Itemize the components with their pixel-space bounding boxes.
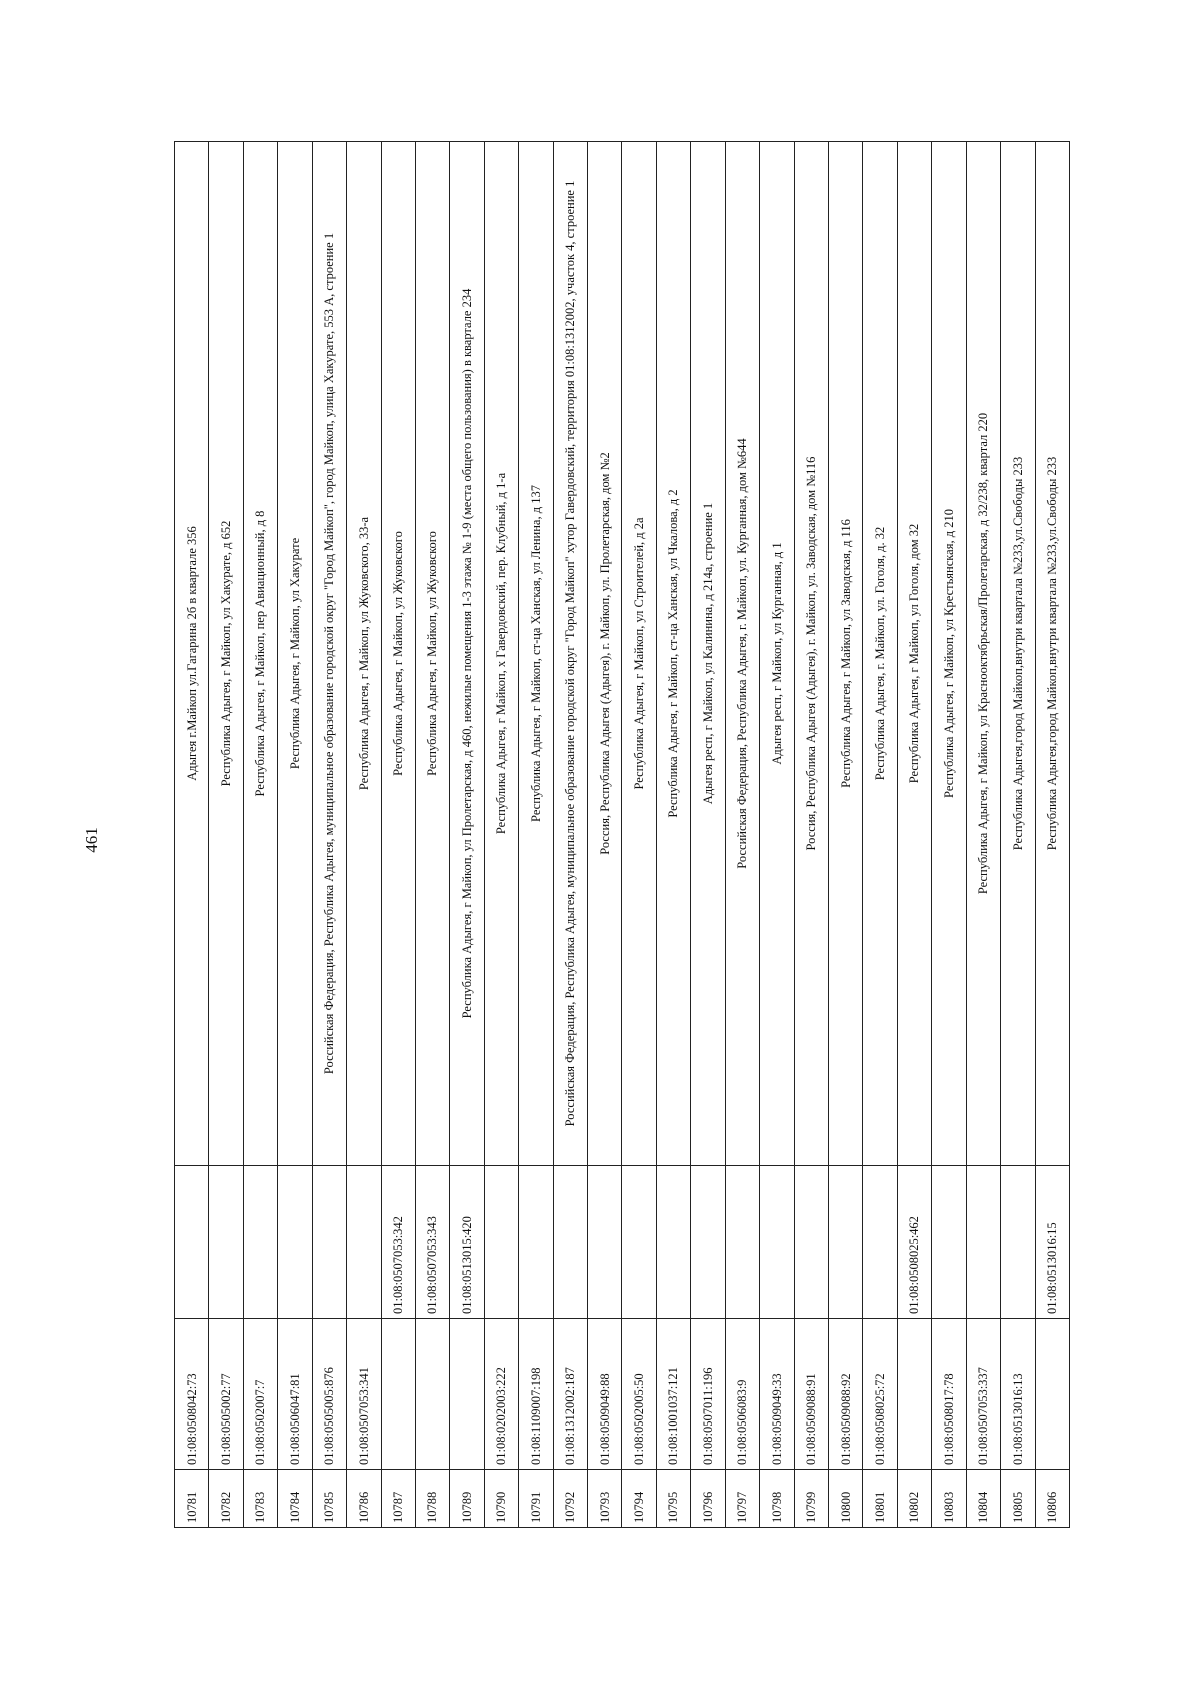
cadastral-number-cell: 01:08:0513016:13: [1001, 1319, 1035, 1470]
address-cell: Республика Адыгея, г Майкоп, ул Заводская, д 116: [829, 142, 863, 1166]
parent-cadastral-number-cell: [966, 1166, 1000, 1319]
row-number-cell: 10801: [863, 1470, 897, 1528]
row-number-cell: 10787: [381, 1470, 415, 1528]
address-cell: Республика Адыгея, г Майкоп, ст-ца Ханская, ул Чкалова, д 2: [656, 142, 690, 1166]
parent-cadastral-number-cell: [588, 1166, 622, 1319]
parent-cadastral-number-cell: [829, 1166, 863, 1319]
cadastral-number-cell: 01:08:1312002:187: [553, 1319, 587, 1470]
parent-cadastral-number-cell: [312, 1166, 346, 1319]
row-number-cell: 10781: [175, 1470, 209, 1528]
parent-cadastral-number-cell: [1001, 1166, 1035, 1319]
table-row: [966, 142, 1000, 1528]
cadastral-number-cell: 01:08:0505005:876: [312, 1319, 346, 1470]
table-row: [1001, 142, 1035, 1528]
table-row: [897, 142, 931, 1528]
cadastral-number-cell: 01:08:0509049:33: [760, 1319, 794, 1470]
cadastral-number-cell: 01:08:0507053:341: [347, 1319, 381, 1470]
address-cell: Республика Адыгея, г Майкоп, ст-ца Ханская, ул Ленина, д 137: [519, 142, 553, 1166]
row-number-cell: 10802: [897, 1470, 931, 1528]
address-cell: Россия, Республика Адыгея (Адыгея), г. Майкоп, ул. Пролетарская, дом №2: [588, 142, 622, 1166]
table-row: [691, 142, 725, 1528]
address-cell: Республика Адыгея, г Майкоп, ул Хакурате: [278, 142, 312, 1166]
row-number-cell: 10805: [1001, 1470, 1035, 1528]
parent-cadastral-number-cell: [656, 1166, 690, 1319]
row-number-cell: 10794: [622, 1470, 656, 1528]
cadastral-number-cell: 01:08:0202003:222: [484, 1319, 518, 1470]
row-number-cell: 10786: [347, 1470, 381, 1528]
cadastral-number-cell: [1035, 1319, 1069, 1470]
parent-cadastral-number-cell: [863, 1166, 897, 1319]
cadastral-number-cell: 01:08:0502007:7: [243, 1319, 277, 1470]
registry-table: [174, 141, 1070, 1528]
cadastral-number-cell: 01:08:0509049:88: [588, 1319, 622, 1470]
table-row: [415, 142, 449, 1528]
parent-cadastral-number-cell: [553, 1166, 587, 1319]
address-cell: Республика Адыгея, г Майкоп, ул Крестьянская, д 210: [932, 142, 966, 1166]
row-number-cell: 10790: [484, 1470, 518, 1528]
table-row: [175, 142, 209, 1528]
row-number-cell: 10795: [656, 1470, 690, 1528]
address-cell: Республика Адыгея, г Майкоп, ул Жуковского: [381, 142, 415, 1166]
cadastral-number-cell: 01:08:0506047:81: [278, 1319, 312, 1470]
address-cell: Республика Адыгея, г Майкоп, ул Жуковского: [415, 142, 449, 1166]
row-number-cell: 10792: [553, 1470, 587, 1528]
address-cell: Республика Адыгея,город Майкоп,внутри квартала №233,ул.Свободы 233: [1001, 142, 1035, 1166]
parent-cadastral-number-cell: [691, 1166, 725, 1319]
cadastral-number-cell: 01:08:0502005:50: [622, 1319, 656, 1470]
parent-cadastral-number-cell: 01:08:0513016:15: [1035, 1166, 1069, 1319]
table-row: [347, 142, 381, 1528]
row-number-cell: 10791: [519, 1470, 553, 1528]
cadastral-number-cell: 01:08:0507053:337: [966, 1319, 1000, 1470]
cadastral-number-cell: 01:08:0508042:73: [175, 1319, 209, 1470]
row-number-cell: 10804: [966, 1470, 1000, 1528]
table-row: [278, 142, 312, 1528]
parent-cadastral-number-cell: [243, 1166, 277, 1319]
parent-cadastral-number-cell: [760, 1166, 794, 1319]
parent-cadastral-number-cell: [932, 1166, 966, 1319]
address-cell: Республика Адыгея,город Майкоп,внутри квартала №233,ул.Свободы 233: [1035, 142, 1069, 1166]
address-cell: Республика Адыгея, г. Майкоп, ул. Гоголя, д. 32: [863, 142, 897, 1166]
address-cell: Адыгея респ, г Майкоп, ул Калинина, д 214а, строение 1: [691, 142, 725, 1166]
parent-cadastral-number-cell: 01:08:0507053:342: [381, 1166, 415, 1319]
address-cell: Республика Адыгея, г Майкоп, ул Хакурате, д 652: [209, 142, 243, 1166]
cadastral-number-cell: 01:08:1001037:121: [656, 1319, 690, 1470]
cadastral-number-cell: [450, 1319, 484, 1470]
cadastral-number-cell: 01:08:0505002:77: [209, 1319, 243, 1470]
cadastral-number-cell: 01:08:0509088:92: [829, 1319, 863, 1470]
table-row: [622, 142, 656, 1528]
parent-cadastral-number-cell: [278, 1166, 312, 1319]
row-number-cell: 10782: [209, 1470, 243, 1528]
parent-cadastral-number-cell: 01:08:0507053:343: [415, 1166, 449, 1319]
address-cell: Россия, Республика Адыгея (Адыгея), г. Майкоп, ул. Заводская, дом №116: [794, 142, 828, 1166]
address-cell: Адыгея респ, г Майкоп, ул Курганная, д 1: [760, 142, 794, 1166]
address-cell: Республика Адыгея, г Майкоп, ул Строителей, д 2а: [622, 142, 656, 1166]
row-number-cell: 10789: [450, 1470, 484, 1528]
table-row: [932, 142, 966, 1528]
table-row: [450, 142, 484, 1528]
cadastral-number-cell: 01:08:0508025:72: [863, 1319, 897, 1470]
cadastral-number-cell: 01:08:0506083:9: [725, 1319, 759, 1470]
cadastral-number-cell: [897, 1319, 931, 1470]
address-cell: Республика Адыгея, г Майкоп, ул Гоголя, дом 32: [897, 142, 931, 1166]
row-number-cell: 10796: [691, 1470, 725, 1528]
address-cell: Адыгея г.Майкоп ул.Гагарина 2б в квартале 356: [175, 142, 209, 1166]
cadastral-number-cell: [381, 1319, 415, 1470]
address-cell: Республика Адыгея, г Майкоп, ул Краснооктябрьская/Пролетарская, д 32/238, квартал 220: [966, 142, 1000, 1166]
cadastral-number-cell: 01:08:0509088:91: [794, 1319, 828, 1470]
parent-cadastral-number-cell: [175, 1166, 209, 1319]
row-number-cell: 10798: [760, 1470, 794, 1528]
parent-cadastral-number-cell: [794, 1166, 828, 1319]
parent-cadastral-number-cell: [519, 1166, 553, 1319]
row-number-cell: 10784: [278, 1470, 312, 1528]
cadastral-number-cell: 01:08:0507011:196: [691, 1319, 725, 1470]
address-cell: Республика Адыгея, г Майкоп, пер Авиационный, д 8: [243, 142, 277, 1166]
cadastral-number-cell: 01:08:0508017:78: [932, 1319, 966, 1470]
address-cell: Республика Адыгея, г Майкоп, ул Пролетарская, д 460, нежилые помещения 1-3 этажа № 1-9 (места общего пользования) в квартале 234: [450, 142, 484, 1166]
table-row: [312, 142, 346, 1528]
cadastral-number-cell: 01:08:1109007:198: [519, 1319, 553, 1470]
table-row: [760, 142, 794, 1528]
cadastral-number-cell: [415, 1319, 449, 1470]
registry-table-wrapper: [174, 178, 1070, 1528]
address-cell: Российская Федерация, Республика Адыгея, г. Майкоп, ул. Курганная, дом №644: [725, 142, 759, 1166]
parent-cadastral-number-cell: [725, 1166, 759, 1319]
table-row: [863, 142, 897, 1528]
table-row: [794, 142, 828, 1528]
table-row: [381, 142, 415, 1528]
table-row: [209, 142, 243, 1528]
row-number-cell: 10800: [829, 1470, 863, 1528]
parent-cadastral-number-cell: [484, 1166, 518, 1319]
row-number-cell: 10788: [415, 1470, 449, 1528]
table-row: [656, 142, 690, 1528]
row-number-cell: 10785: [312, 1470, 346, 1528]
table-row: [484, 142, 518, 1528]
address-cell: Российская Федерация, Республика Адыгея, муниципальное образование городской округ "Город Майкоп", город Майкоп, улица Хакурате, 553 А, строение 1: [312, 142, 346, 1166]
parent-cadastral-number-cell: 01:08:0513015:420: [450, 1166, 484, 1319]
parent-cadastral-number-cell: [209, 1166, 243, 1319]
table-row: [519, 142, 553, 1528]
row-number-cell: 10803: [932, 1470, 966, 1528]
address-cell: Российская Федерация, Республика Адыгея, муниципальное образование городской округ "Город Майкоп" хутор Гавердовский, территория 01:08:1312002, участок 4, строение 1: [553, 142, 587, 1166]
row-number-cell: 10783: [243, 1470, 277, 1528]
table-row: [553, 142, 587, 1528]
table-row: [1035, 142, 1069, 1528]
row-number-cell: 10797: [725, 1470, 759, 1528]
page-number: 461: [82, 827, 101, 853]
table-row: [588, 142, 622, 1528]
parent-cadastral-number-cell: 01:08:0508025:462: [897, 1166, 931, 1319]
table-row: [829, 142, 863, 1528]
parent-cadastral-number-cell: [347, 1166, 381, 1319]
address-cell: Республика Адыгея, г Майкоп, ул Жуковского, 33-а: [347, 142, 381, 1166]
address-cell: Республика Адыгея, г Майкоп, х Гавердовский, пер. Клубный, д 1-а: [484, 142, 518, 1166]
row-number-cell: 10799: [794, 1470, 828, 1528]
table-body: [175, 142, 1070, 1528]
table-row: [725, 142, 759, 1528]
parent-cadastral-number-cell: [622, 1166, 656, 1319]
row-number-cell: 10806: [1035, 1470, 1069, 1528]
row-number-cell: 10793: [588, 1470, 622, 1528]
table-row: [243, 142, 277, 1528]
